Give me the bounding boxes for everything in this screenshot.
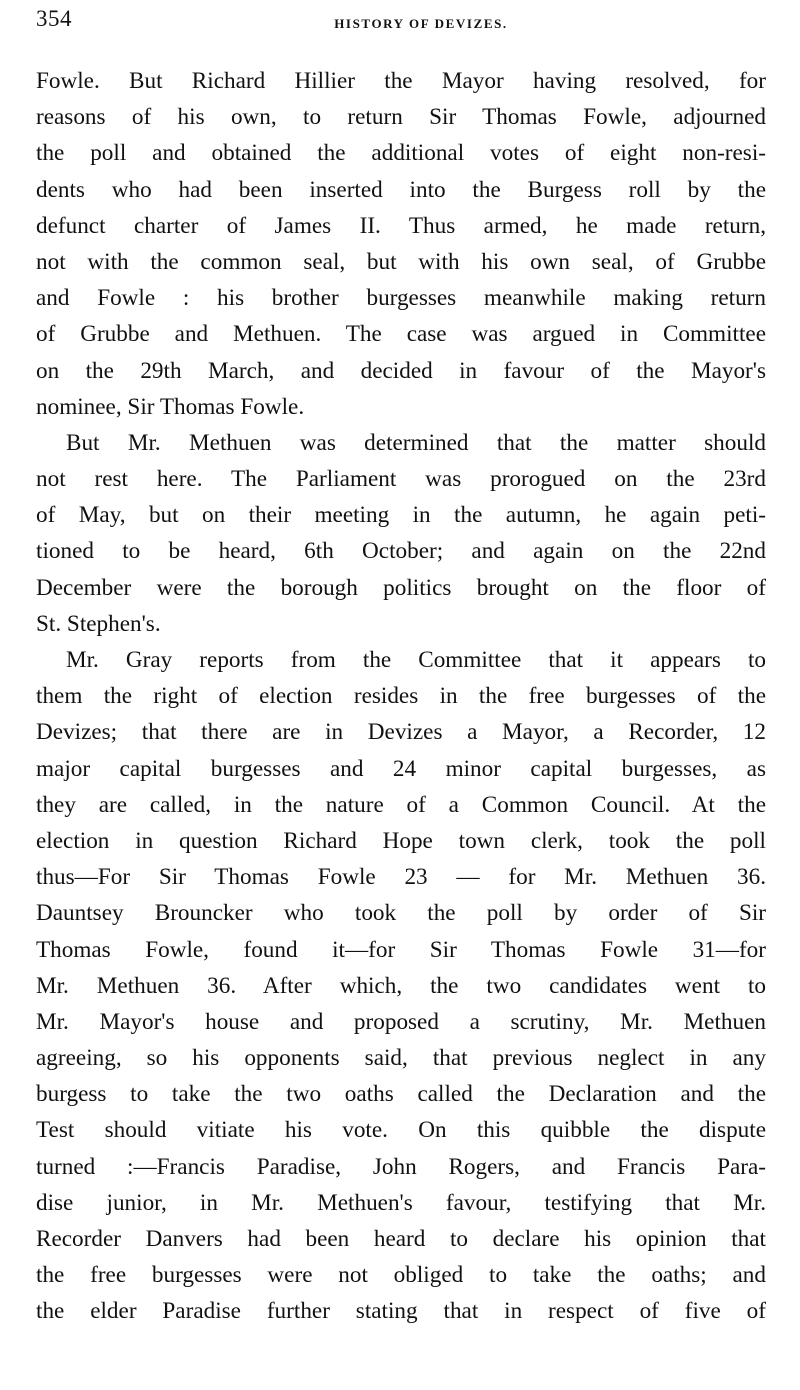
text-line: of Grubbe and Methuen. The case was argued in Committee (36, 321, 766, 348)
text-line: dise junior, in Mr. Methuen's favour, testifying that Mr. (36, 1189, 766, 1216)
text-line: Thomas Fowle, found it—for Sir Thomas Fowle 31—for (36, 936, 766, 963)
text-line: turned :—Francis Paradise, John Rogers, and Francis Para- (36, 1153, 766, 1180)
text-line: election in question Richard Hope town clerk, took the poll (36, 827, 766, 854)
text-line: and Fowle : his brother burgesses meanwhile making return (36, 285, 766, 312)
text-line: nominee, Sir Thomas Fowle. (36, 393, 305, 420)
text-line: the elder Paradise further stating that in respect of five of (36, 1298, 766, 1325)
text-line: on the 29th March, and decided in favour of the Mayor's (36, 357, 766, 384)
text-line: the free burgesses were not obliged to take the oaths; and (36, 1262, 766, 1289)
page-number: 354 (36, 6, 72, 31)
text-line: Devizes; that there are in Devizes a Mayor, a Recorder, 12 (36, 719, 766, 746)
running-head (36, 0, 766, 52)
text-line: the poll and obtained the additional votes of eight non-resi- (36, 140, 766, 167)
text-line: Recorder Danvers had been heard to declare his opinion that (36, 1226, 766, 1252)
text-line: reasons of his own, to return Sir Thomas Fowle, adjourned (36, 104, 766, 131)
text-line: not rest here. The Parliament was prorogued on the 23rd (36, 466, 766, 493)
text-line: But Mr. Methuen was determined that the matter should (66, 429, 766, 456)
text-line: major capital burgesses and 24 minor capital burgesses, as (36, 755, 766, 782)
text-line: Mr. Mayor's house and proposed a scrutiny, Mr. Methuen (36, 1008, 766, 1035)
text-line: burgess to take the two oaths called the Declaration and the (36, 1081, 766, 1108)
body-text (36, 63, 766, 1330)
text-line: December were the borough politics brought on the floor of (36, 574, 766, 601)
text-line: thus—For Sir Thomas Fowle 23 — for Mr. Methuen 36. (36, 864, 766, 891)
text-line: Mr. Gray reports from the Committee that it appears to (66, 647, 766, 673)
text-line: agreeing, so his opponents said, that previous neglect in any (36, 1045, 766, 1072)
text-line: they are called, in the nature of a Common Council. At the (36, 791, 766, 818)
text-line: not with the common seal, but with his own seal, of Grubbe (36, 248, 766, 275)
paragraph (36, 642, 766, 1330)
text-line: of May, but on their meeting in the autumn, he again peti- (36, 502, 766, 529)
text-line: Mr. Methuen 36. After which, the two candidates went to (36, 972, 766, 999)
text-line: defunct charter of James II. Thus armed, he made return, (36, 212, 766, 239)
book-page (36, 0, 766, 1390)
running-title: HISTORY OF DEVIZES. (334, 16, 508, 31)
paragraph (36, 63, 766, 425)
text-line: Test should vitiate his vote. On this quibble the dispute (36, 1117, 766, 1144)
text-line: Dauntsey Brouncker who took the poll by order of Sir (36, 900, 766, 927)
text-line: St. Stephen's. (36, 610, 161, 637)
text-line: dents who had been inserted into the Burgess roll by the (36, 176, 766, 203)
text-line: them the right of election resides in the free burgesses of the (36, 683, 766, 710)
text-line: tioned to be heard, 6th October; and again on the 22nd (36, 538, 766, 565)
paragraph (36, 425, 766, 642)
text-line: Fowle. But Richard Hillier the Mayor having resolved, for (36, 68, 766, 94)
